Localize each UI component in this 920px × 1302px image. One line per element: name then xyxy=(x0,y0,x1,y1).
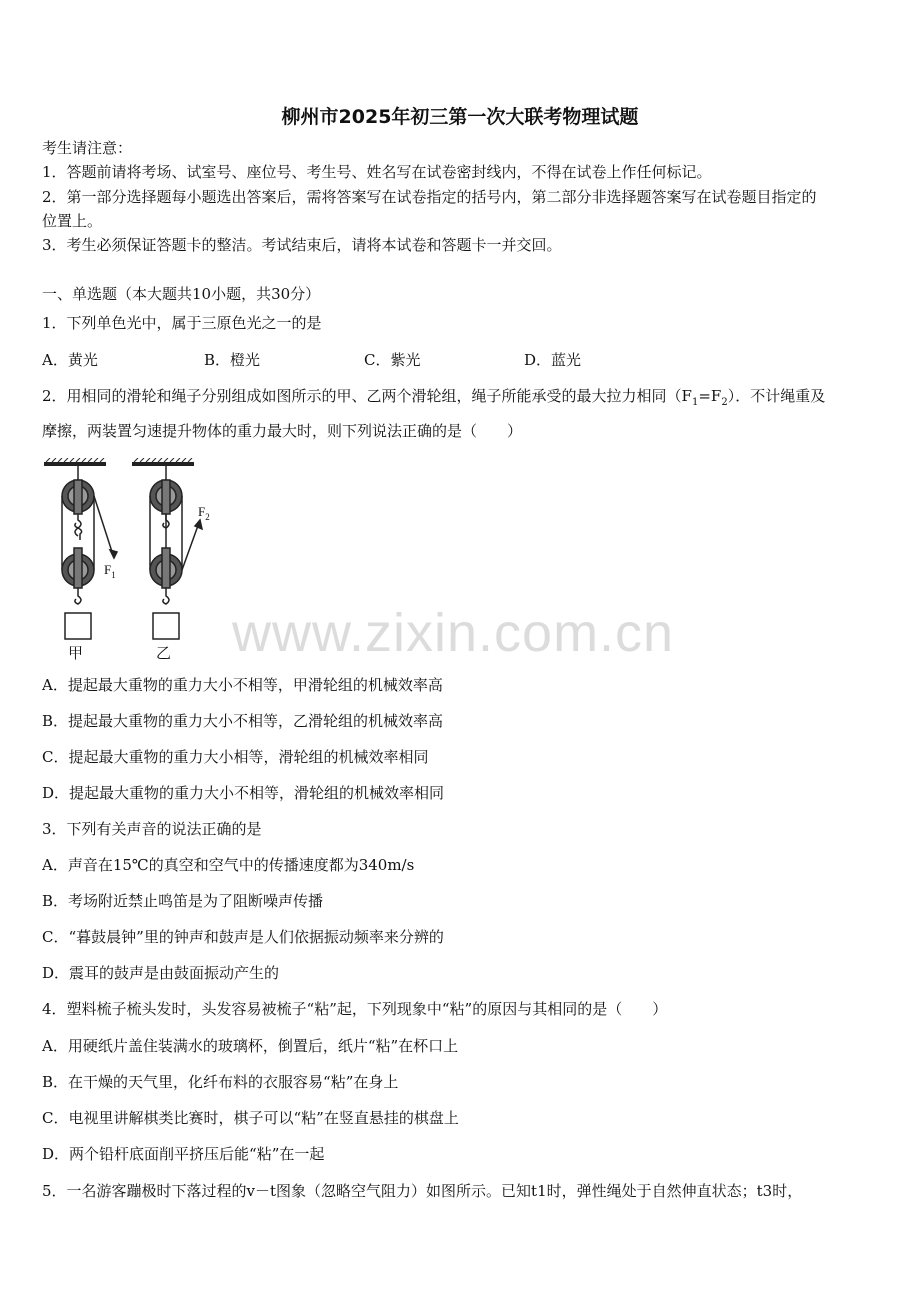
question-stem-5: 5．一名游客蹦极时下落过程的v－t图象（忽略空气阻力）如图所示。已知t1时，弹性绳处于自然伸直状态；t3时， xyxy=(42,1182,803,1200)
q4-option-c: C．电视里讲解棋类比赛时，棋子可以“粘”在竖直悬挂的棋盘上 xyxy=(42,1109,459,1127)
figure-label-jia: 甲 xyxy=(68,644,84,662)
ceiling-left xyxy=(44,458,106,466)
q2-option-c: C．提起最大重物的重力大小相等，滑轮组的机械效率相同 xyxy=(42,748,429,766)
question-stem-2 xyxy=(42,386,825,413)
q4-option-a: A．用硬纸片盖住装满水的玻璃杯，倒置后，纸片“粘”在杯口上 xyxy=(42,1037,459,1055)
figure-label-yi: 乙 xyxy=(156,644,172,662)
q2-option-d: D．提起最大重物的重力大小不相等，滑轮组的机械效率相同 xyxy=(42,784,445,802)
notice-item: 2．第一部分选择题每小题选出答案后，需将答案写在试卷指定的括号内，第二部分非选择题答案写在试卷题目指定的 xyxy=(42,188,817,206)
question-stem-3: 3．下列有关声音的说法正确的是 xyxy=(42,820,262,838)
question-stem-4: 4．塑料梳子梳头发时，头发容易被梳子“粘”起，下列现象中“粘”的原因与其相同的是（ ） xyxy=(42,1000,668,1018)
q2-stem-part: ）．不计绳重及 xyxy=(727,387,826,405)
q3-option-c: C．“暮鼓晨钟”里的钟声和鼓声是人们依据振动频率来分辨的 xyxy=(42,928,444,946)
pulley-figure xyxy=(40,458,230,664)
question-stem-2-cont: 摩擦，两装置匀速提升物体的重力最大时，则下列说法正确的是（ ） xyxy=(42,422,523,440)
ceiling-right xyxy=(132,458,194,466)
q3-option-a: A．声音在15℃的真空和空气中的传播速度都为340m/s xyxy=(42,856,415,874)
q1-option-c: C．紫光 xyxy=(364,351,421,369)
q3-option-d: D．震耳的鼓声是由鼓面振动产生的 xyxy=(42,964,280,982)
pulley-system-jia xyxy=(62,466,117,639)
q2-option-b: B．提起最大重物的重力大小不相等，乙滑轮组的机械效率高 xyxy=(42,712,444,730)
q1-option-d: D．蓝光 xyxy=(524,351,582,369)
force-label-f2: $F_2$ xyxy=(198,504,210,522)
subscript: 1 xyxy=(691,397,699,408)
notice-item: 位置上。 xyxy=(42,212,103,230)
q4-option-b: B．在干燥的天气里，化纤布料的衣服容易“粘”在身上 xyxy=(42,1073,399,1091)
watermark: www.zixin.com.cn xyxy=(232,603,675,663)
equals: =F xyxy=(698,387,722,405)
q2-stem-part: 2．用相同的滑轮和绳子分别组成如图所示的甲、乙两个滑轮组，绳子所能承受的最大拉力相同（F xyxy=(42,387,692,405)
subscript: 2 xyxy=(721,397,728,408)
notice-item: 3．考生必须保证答题卡的整洁。考试结束后，请将本试卷和答题卡一并交回。 xyxy=(42,236,562,254)
q3-option-b: B．考场附近禁止鸣笛是为了阻断噪声传播 xyxy=(42,892,324,910)
pulley-system-yi xyxy=(150,466,202,639)
section-heading: 一、单选题（本大题共10小题，共30分） xyxy=(42,285,321,303)
q1-option-b: B．橙光 xyxy=(204,351,261,369)
q1-option-a: A．黄光 xyxy=(42,351,98,369)
notice-item: 1．答题前请将考场、试室号、座位号、考生号、姓名写在试卷密封线内，不得在试卷上作任何标记。 xyxy=(42,163,712,181)
q2-option-a: A．提起最大重物的重力大小不相等，甲滑轮组的机械效率高 xyxy=(42,676,443,694)
notice-heading: 考生请注意： xyxy=(42,139,133,157)
force-label-f1: $F_1$ xyxy=(104,562,116,580)
q4-option-d: D．两个铅杆底面削平挤压后能“粘”在一起 xyxy=(42,1145,325,1163)
page-title: 柳州市2025年初三第一次大联考物理试题 xyxy=(281,106,639,128)
question-stem-1: 1．下列单色光中，属于三原色光之一的是 xyxy=(42,314,322,332)
